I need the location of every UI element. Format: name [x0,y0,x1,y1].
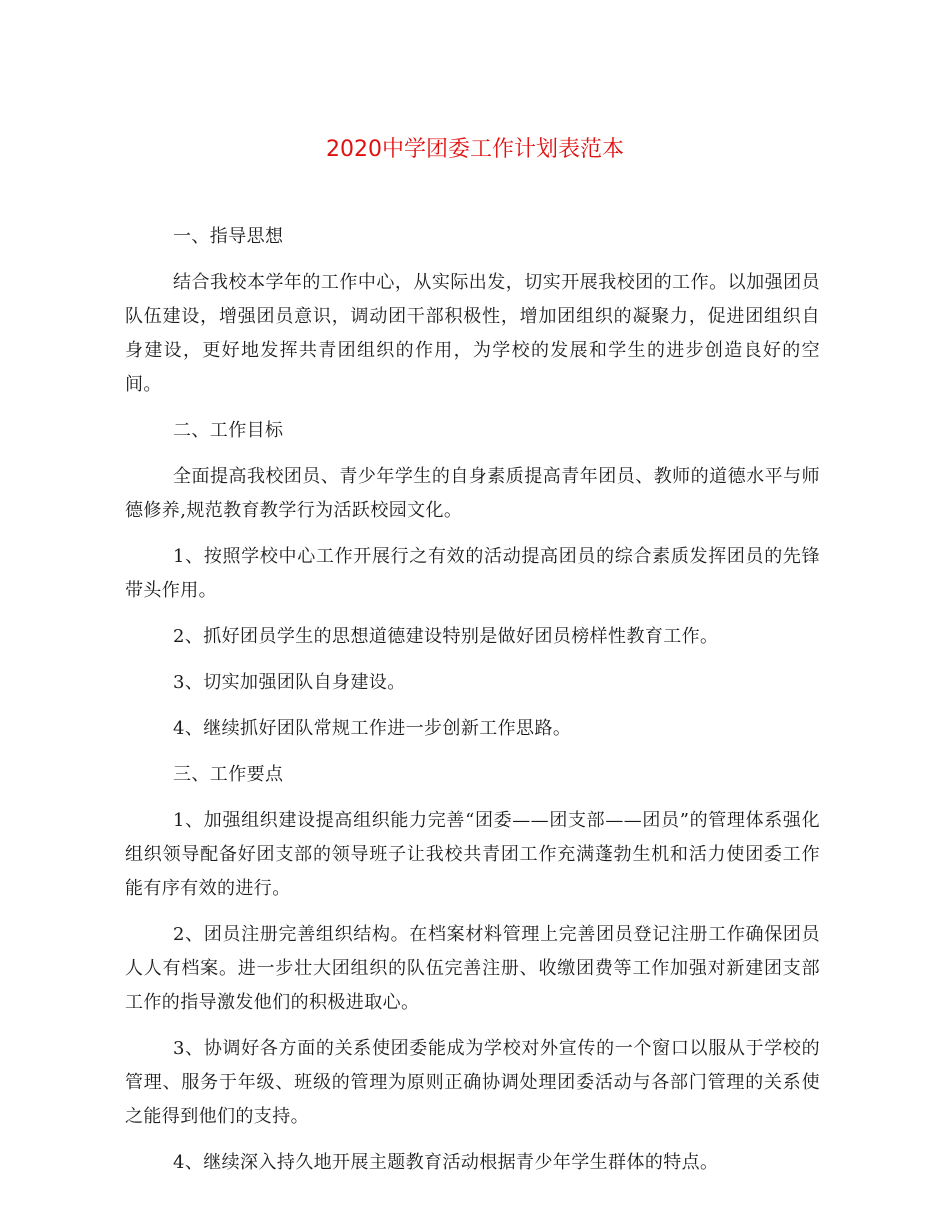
list-item: 3、协调好各方面的关系使团委能成为学校对外宣传的一个窗口以服从于学校的管理、服务于年级、班级的管理为原则正确协调处理团委活动与各部门管理的关系使之能得到他们的支持。 [125,1038,820,1127]
list-item: 4、继续抓好团队常规工作进一步创新工作思路。 [173,718,572,739]
section-heading-guiding-ideology: 一、指导思想 [173,226,284,247]
list-item: 1、按照学校中心工作开展行之有效的活动提高团员的综合素质发挥团员的先锋带头作用。 [125,546,820,601]
list-item: 2、团员注册完善组织结构。在档案材料管理上完善团员登记注册工作确保团员人人有档案。进一步壮大团组织的队伍完善注册、收缴团费等工作加强对新建团支部工作的指导激发他们的积极进取心。 [125,924,820,1013]
list-item: 4、继续深入持久地开展主题教育活动根据青少年学生群体的特点。 [173,1152,719,1173]
paragraph: 结合我校本学年的工作中心，从实际出发，切实开展我校团的工作。以加强团员队伍建设，增强团员意识，调动团干部积极性，增加团组织的凝聚力，促进团组织自身建设，更好地发挥共青团组织的作用，为学校的发展和学生的进步创造良好的空间。 [125,272,820,395]
list-item: 3、切实加强团队自身建设。 [173,672,406,693]
document-body [125,220,820,1192]
section-heading-work-goals: 二、工作目标 [173,420,284,441]
section-heading-work-points: 三、工作要点 [173,764,284,785]
list-item: 1、加强组织建设提高组织能力完善“团委——团支部——团员”的管理体系强化组织领导配备好团支部的领导班子让我校共青团工作充满蓬勃生机和活力使团委工作能有序有效的进行。 [125,810,820,899]
document-title: 2020中学团委工作计划表范本 [326,137,624,162]
list-item: 2、抓好团员学生的思想道德建设特别是做好团员榜样性教育工作。 [173,626,719,647]
paragraph: 全面提高我校团员、青少年学生的自身素质提高青年团员、教师的道德水平与师德修养,规范教育教学行为活跃校园文化。 [125,466,820,521]
